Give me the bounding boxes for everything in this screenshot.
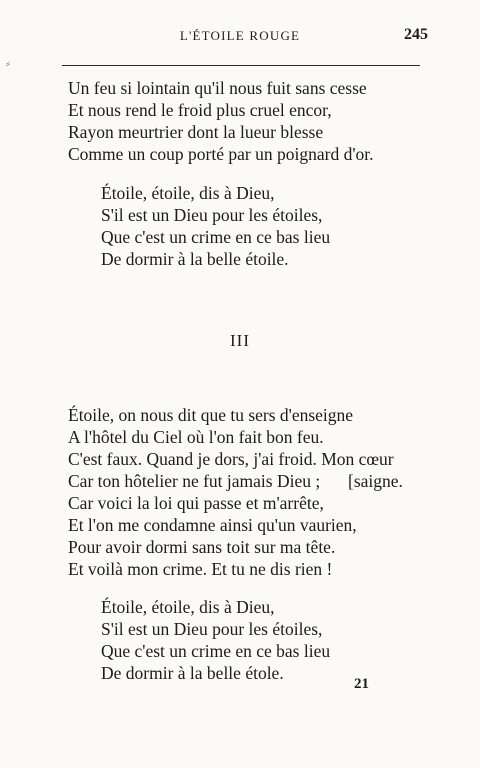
poem-line: Rayon meurtrier dont la lueur blesse	[68, 122, 324, 142]
signature-mark: 21	[354, 676, 369, 692]
margin-mark: ⸗	[6, 56, 10, 70]
section-number: III	[230, 331, 250, 350]
turnover-text: [saigne.	[348, 471, 403, 491]
refrain-line: S'il est un Dieu pour les étoiles,	[101, 205, 323, 225]
poem-line: Et voilà mon crime. Et tu ne dis rien !	[68, 559, 333, 579]
poem-line: Et nous rend le froid plus cruel encor,	[68, 100, 332, 120]
poem-line: Et l'on me condamne ainsi qu'un vaurien,	[68, 515, 357, 535]
refrain-line: S'il est un Dieu pour les étoiles,	[101, 619, 323, 639]
refrain-line: Étoile, étoile, dis à Dieu,	[101, 597, 275, 617]
poem-line: Pour avoir dormi sans toit sur ma tête.	[68, 537, 336, 557]
poem-line: Car voici la loi qui passe et m'arrête,	[68, 493, 324, 513]
refrain-line: De dormir à la belle étoile.	[101, 249, 289, 269]
refrain-line: Que c'est un crime en ce bas lieu	[101, 641, 331, 661]
poem-line: A l'hôtel du Ciel où l'on fait bon feu.	[68, 427, 324, 447]
refrain-line: Étoile, étoile, dis à Dieu,	[101, 183, 275, 203]
poem-line: Comme un coup porté par un poignard d'or.	[68, 144, 374, 164]
page-number: 245	[404, 26, 428, 43]
refrain-line: De dormir à la belle étole.	[101, 663, 284, 683]
running-header-title: L'ÉTOILE ROUGE	[179, 28, 301, 43]
refrain-line: Que c'est un crime en ce bas lieu	[101, 227, 331, 247]
poem-line: C'est faux. Quand je dors, j'ai froid. Mon cœur	[68, 449, 394, 469]
poem-line: Étoile, on nous dit que tu sers d'enseigne	[68, 405, 354, 425]
header-rule	[62, 65, 420, 66]
poem-line: Car ton hôtelier ne fut jamais Dieu ;	[68, 471, 321, 491]
poem-line: Un feu si lointain qu'il nous fuit sans cesse	[68, 78, 367, 98]
